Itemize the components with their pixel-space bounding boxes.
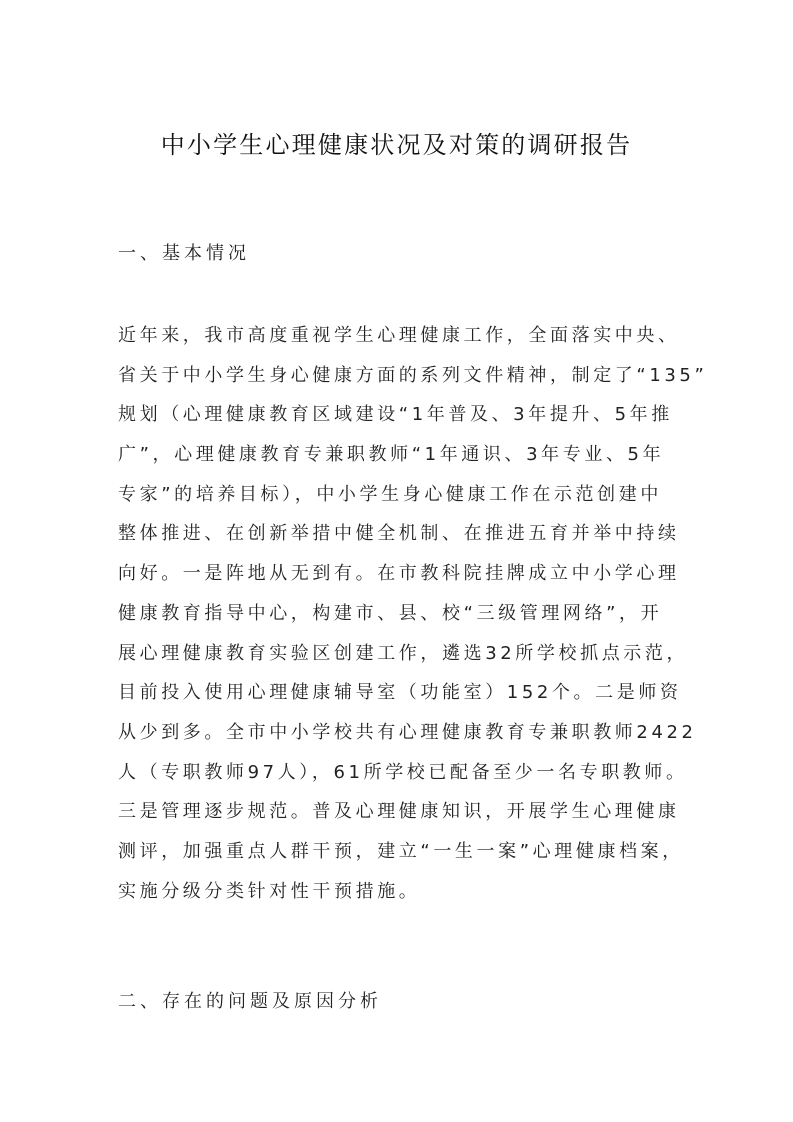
paragraph-line: 广”，心理健康教育专兼职教师“1年通识、3年专业、5年 [118,444,665,466]
paragraph-line: 健康教育指导中心，构建市、县、校“三级管理网络”，开 [118,602,663,624]
paragraph-basic-situation [118,316,708,911]
paragraph-line: 专家”的培养目标），中小学生身心健康工作在示范创建中 [118,483,662,505]
paragraph-line: 实施分级分类针对性干预措施。 [118,880,421,902]
paragraph-line: 从少到多。全市中小学校共有心理健康教育专兼职教师2422 [118,721,697,743]
paragraph-line: 三是管理逐步规范。普及心理健康知识，开展学生心理健康 [118,801,680,823]
paragraph-line: 向好。一是阵地从无到有。在市教科院挂牌成立中小学心理 [118,563,680,585]
paragraph-line: 规划（心理健康教育区域建设“1年普及、3年提升、5年推 [118,404,673,426]
paragraph-line: 展心理健康教育实验区创建工作，遴选32所学校抓点示范， [118,642,689,664]
section-heading-basic-situation: 一、基本情况 [118,243,250,264]
section-heading-problems-analysis: 二、存在的问题及原因分析 [118,991,382,1012]
document-title: 中小学生心理健康状况及对策的调研报告 [160,131,633,159]
paragraph-line: 测评，加强重点人群干预，建立“一生一案”心理健康档案， [118,840,684,862]
paragraph-line: 近年来，我市高度重视学生心理健康工作，全面落实中央、 [118,325,680,346]
paragraph-line: 省关于中小学生身心健康方面的系列文件精神，制定了“135” [118,364,708,386]
paragraph-line: 整体推进、在创新举措中健全机制、在推进五育并举中持续 [118,523,680,545]
paragraph-line: 目前投入使用心理健康辅导室（功能室）152个。二是师资 [118,682,682,704]
paragraph-line: 人（专职教师97人），61所学校已配备至少一名专职教师。 [118,761,688,783]
